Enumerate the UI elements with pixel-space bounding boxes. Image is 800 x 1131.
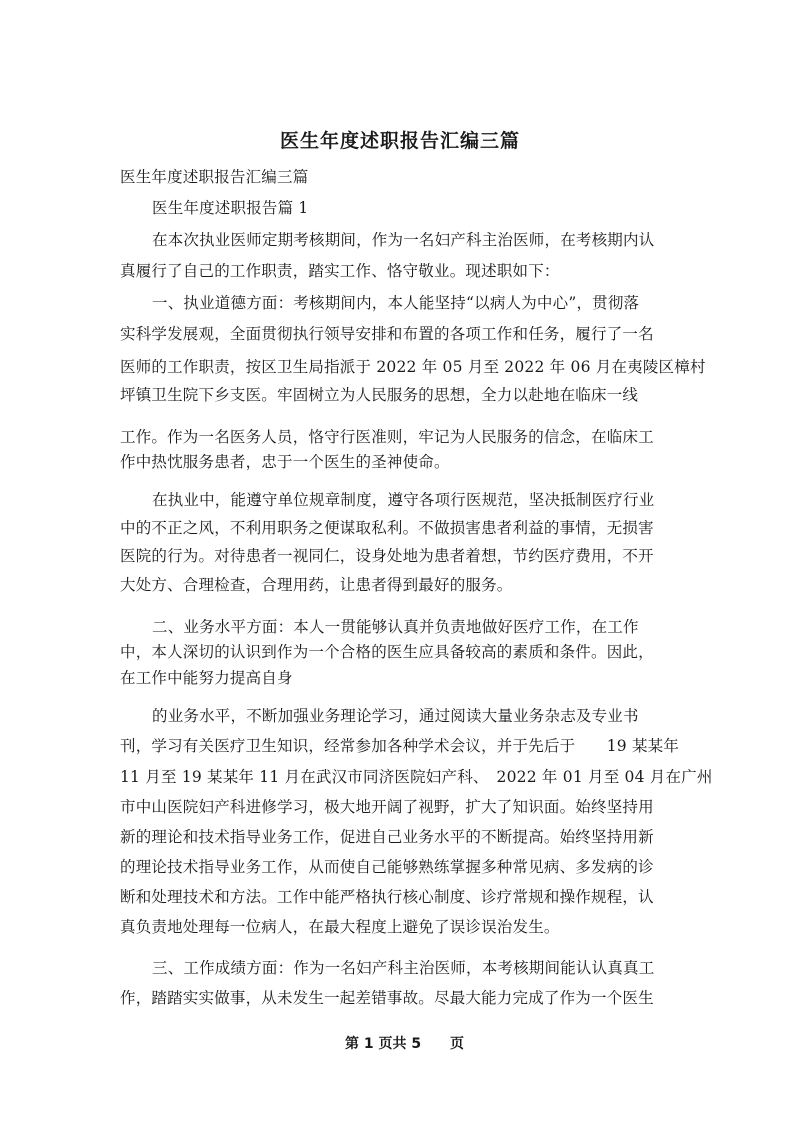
text-line: 真履行了自己的工作职责，踏实工作、恪守敬业。现述职如下： (120, 262, 560, 280)
text-line: 医师的工作职责，按区卫生局指派于 2022 年 05 月至 2022 年 06 月在夷陵区樟村 (120, 358, 706, 376)
text-line: 作，踏踏实实做事，从未发生一起差错事故。尽最大能力完成了作为一个医生 (120, 989, 654, 1007)
text-line: 中，本人深切的认识到作为一个合格的医生应具备较高的素质和条件。因此， (120, 643, 654, 661)
text-line: 在本次执业医师定期考核期间，作为一名妇产科主治医师，在考核期内认 (152, 231, 655, 249)
text-line: 刊，学习有关医疗卫生知识，经常参加各种学术会议，并于先后于 19 某某年 (120, 737, 680, 755)
page-title: 医生年度述职报告汇编三篇 (279, 130, 520, 152)
text-line: 的业务水平，不断加强业务理论学习，通过阅读大量业务杂志及专业书 (152, 707, 639, 725)
page-number-suffix: 页 (449, 1036, 464, 1052)
text-line: 作中热忱服务患者，忠于一个医生的圣神使命。 (120, 453, 450, 471)
text-line: 实科学发展观，全面贯彻执行领导安排和布置的各项工作和任务，履行了一名 (120, 325, 654, 343)
section-heading: 医生年度述职报告篇 1 (152, 199, 309, 217)
text-line: 新的理论和技术指导业务工作，促进自己业务水平的不断提高。始终坚持用新 (120, 828, 654, 846)
text-line: 三、工作成绩方面：作为一名妇产科主治医师，本考核期间能认认真真工 (152, 959, 655, 977)
text-line: 11 月至 19 某某年 11 月在武汉市同济医院妇产科、 2022 年 01 月至 04 月在广州 (120, 768, 713, 786)
text-line: 工作。作为一名医务人员，恪守行医准则，牢记为人民服务的信念，在临床工 (120, 428, 654, 446)
text-line: 大处方、合理检查，合理用药，让患者得到最好的服务。 (120, 576, 513, 594)
text-line: 真负责地处理每一位病人，在最大程度上避免了误诊误治发生。 (120, 918, 560, 936)
page-number-label: 第 1 页共 5 (345, 1036, 422, 1052)
text-line: 医院的行为。对待患者一视同仁，设身处地为患者着想，节约医疗费用，不开 (120, 547, 654, 565)
text-line: 的理论技术指导业务工作，从而使自己能够熟练掌握多种常见病、多发病的诊 (120, 858, 654, 876)
text-line: 二、业务水平方面：本人一贯能够认真并负责地做好医疗工作，在工作 (152, 618, 639, 636)
text-line: 市中山医院妇产科进修学习，极大地开阔了视野，扩大了知识面。始终坚持用 (120, 798, 654, 816)
text-line: 断和处理技术和方法。工作中能严格执行核心制度、诊疗常规和操作规程，认 (120, 888, 654, 906)
text-line: 坪镇卫生院下乡支医。牢固树立为人民服务的思想，全力以赴地在临床一线 (120, 386, 639, 404)
document-subtitle: 医生年度述职报告汇编三篇 (120, 168, 309, 186)
text-line: 在工作中能努力提高自身 (120, 669, 293, 687)
text-line: 在执业中，能遵守单位规章制度，遵守各项行医规范，坚决抵制医疗行业 (152, 491, 655, 509)
text-line: 一、执业道德方面：考核期间内，本人能坚持“以病人为中心”，贯彻落 (152, 294, 640, 312)
text-line: 中的不正之风，不利用职务之便谋取私利。不做损害患者利益的事情，无损害 (120, 519, 654, 537)
page-footer (345, 1033, 464, 1053)
